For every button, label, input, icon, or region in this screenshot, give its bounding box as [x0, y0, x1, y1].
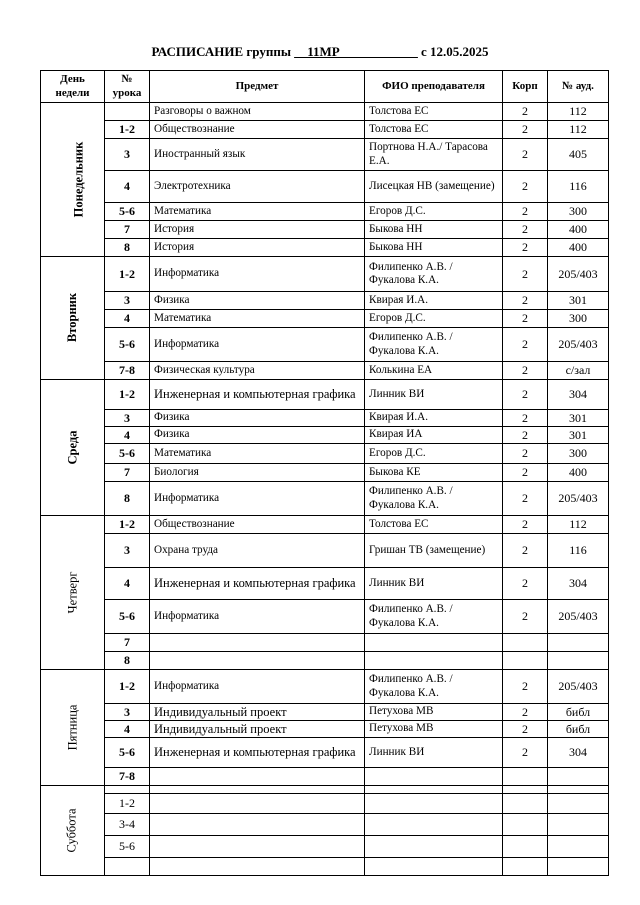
day-cell — [41, 103, 105, 257]
subject-cell: Информатика — [150, 482, 365, 516]
building-cell — [503, 836, 548, 858]
building-cell: 2 — [503, 738, 548, 768]
schedule-title — [0, 44, 640, 60]
table-row — [41, 362, 609, 380]
building-cell: 2 — [503, 427, 548, 444]
day-name: Четверг — [64, 571, 79, 614]
subject-cell: Инженерная и компьютерная графика — [150, 568, 365, 600]
subject-cell: Физика — [150, 427, 365, 444]
building-cell: 2 — [503, 410, 548, 427]
room-cell — [548, 794, 609, 814]
room-cell: 112 — [548, 103, 609, 121]
lesson-number: 1-2 — [105, 516, 150, 534]
room-cell: 205/403 — [548, 600, 609, 634]
room-cell — [548, 634, 609, 652]
teacher-cell — [365, 768, 503, 786]
table-row — [41, 836, 609, 858]
lesson-number: 4 — [105, 310, 150, 328]
subject-cell — [150, 858, 365, 876]
teacher-cell: Егоров Д.С. — [365, 444, 503, 464]
building-cell: 2 — [503, 362, 548, 380]
room-cell: 304 — [548, 568, 609, 600]
room-cell: библ — [548, 721, 609, 738]
teacher-cell — [365, 794, 503, 814]
teacher-cell: Филипенко А.В. / Фукалова К.А. — [365, 482, 503, 516]
building-cell: 2 — [503, 482, 548, 516]
subject-cell: Инженерная и компьютерная графика — [150, 380, 365, 410]
building-cell: 2 — [503, 239, 548, 257]
room-cell: 205/403 — [548, 328, 609, 362]
teacher-cell: Лисецкая НВ (замещение) — [365, 171, 503, 203]
title-group: __11МР____________ — [294, 44, 418, 59]
subject-cell: Математика — [150, 310, 365, 328]
room-cell: 400 — [548, 221, 609, 239]
table-row — [41, 444, 609, 464]
room-cell: 301 — [548, 410, 609, 427]
header-subject: Предмет — [150, 71, 365, 103]
lesson-number: 8 — [105, 239, 150, 257]
teacher-cell: Егоров Д.С. — [365, 203, 503, 221]
day-cell — [41, 786, 105, 876]
lesson-number — [105, 103, 150, 121]
subject-cell: Информатика — [150, 600, 365, 634]
room-cell: 112 — [548, 121, 609, 139]
day-name: Суббота — [65, 808, 79, 853]
table-row — [41, 482, 609, 516]
room-cell: 205/403 — [548, 257, 609, 292]
day-name: Понедельник — [71, 141, 86, 218]
table-row — [41, 292, 609, 310]
lesson-number: 7 — [105, 464, 150, 482]
teacher-cell: Линник ВИ — [365, 380, 503, 410]
teacher-cell — [365, 634, 503, 652]
title-date: с 12.05.2025 — [420, 44, 489, 59]
teacher-cell: Квирая ИА — [365, 427, 503, 444]
subject-cell: Индивидуальный проект — [150, 721, 365, 738]
teacher-cell — [365, 814, 503, 836]
table-row — [41, 721, 609, 738]
subject-cell — [150, 794, 365, 814]
table-row — [41, 600, 609, 634]
table-row — [41, 427, 609, 444]
lesson-number: 8 — [105, 652, 150, 670]
lesson-number: 1-2 — [105, 670, 150, 704]
building-cell: 2 — [503, 103, 548, 121]
lesson-number: 3 — [105, 139, 150, 171]
teacher-cell: Линник ВИ — [365, 568, 503, 600]
room-cell: 300 — [548, 444, 609, 464]
teacher-cell: Филипенко А.В. / Фукалова К.А. — [365, 328, 503, 362]
table-row — [41, 670, 609, 704]
teacher-cell: Линник ВИ — [365, 738, 503, 768]
table-row — [41, 652, 609, 670]
building-cell: 2 — [503, 464, 548, 482]
room-cell: 304 — [548, 380, 609, 410]
building-cell: 2 — [503, 534, 548, 568]
lesson-number: 5-6 — [105, 836, 150, 858]
teacher-cell: Толстова ЕС — [365, 516, 503, 534]
lesson-number — [105, 858, 150, 876]
table-row — [41, 814, 609, 836]
lesson-number: 3 — [105, 534, 150, 568]
lesson-number: 4 — [105, 568, 150, 600]
building-cell: 2 — [503, 121, 548, 139]
room-cell: 300 — [548, 310, 609, 328]
table-row — [41, 738, 609, 768]
header-teacher: ФИО преподавателя — [365, 71, 503, 103]
lesson-number: 3 — [105, 292, 150, 310]
building-cell: 2 — [503, 328, 548, 362]
building-cell: 2 — [503, 139, 548, 171]
room-cell: 304 — [548, 738, 609, 768]
room-cell: 300 — [548, 203, 609, 221]
teacher-cell: Гришан ТВ (замещение) — [365, 534, 503, 568]
header-row — [41, 71, 609, 103]
room-cell — [548, 786, 609, 794]
subject-cell: Инженерная и компьютерная графика — [150, 738, 365, 768]
day-name: Вторник — [65, 293, 79, 343]
lesson-number: 7 — [105, 634, 150, 652]
building-cell — [503, 768, 548, 786]
building-cell: 2 — [503, 444, 548, 464]
teacher-cell: Квирая И.А. — [365, 410, 503, 427]
table-row — [41, 221, 609, 239]
lesson-number: 3-4 — [105, 814, 150, 836]
building-cell — [503, 858, 548, 876]
teacher-cell: Колькина ЕА — [365, 362, 503, 380]
lesson-number: 7 — [105, 221, 150, 239]
table-row — [41, 568, 609, 600]
day-cell — [41, 670, 105, 786]
room-cell — [548, 652, 609, 670]
room-cell: 400 — [548, 464, 609, 482]
subject-cell: Информатика — [150, 328, 365, 362]
lesson-number: 1-2 — [105, 794, 150, 814]
header-room: № ауд. — [548, 71, 609, 103]
lesson-number: 1-2 — [105, 121, 150, 139]
building-cell: 2 — [503, 568, 548, 600]
table-row — [41, 310, 609, 328]
subject-cell: История — [150, 221, 365, 239]
table-row — [41, 534, 609, 568]
teacher-cell — [365, 652, 503, 670]
day-cell — [41, 516, 105, 670]
lesson-number: 7-8 — [105, 362, 150, 380]
teacher-cell — [365, 836, 503, 858]
subject-cell — [150, 652, 365, 670]
room-cell: 301 — [548, 292, 609, 310]
subject-cell: История — [150, 239, 365, 257]
room-cell: 205/403 — [548, 482, 609, 516]
lesson-number: 4 — [105, 427, 150, 444]
table-row — [41, 768, 609, 786]
room-cell: 116 — [548, 534, 609, 568]
teacher-cell: Быкова КЕ — [365, 464, 503, 482]
teacher-cell: Быкова НН — [365, 221, 503, 239]
subject-cell: Обществознание — [150, 516, 365, 534]
building-cell: 2 — [503, 670, 548, 704]
subject-cell: Физика — [150, 410, 365, 427]
table-row — [41, 328, 609, 362]
building-cell — [503, 814, 548, 836]
table-row — [41, 239, 609, 257]
teacher-cell: Петухова МВ — [365, 704, 503, 721]
room-cell — [548, 814, 609, 836]
building-cell — [503, 794, 548, 814]
subject-cell: Индивидуальный проект — [150, 704, 365, 721]
room-cell: 112 — [548, 516, 609, 534]
day-name: Пятница — [64, 704, 79, 751]
schedule-table — [40, 70, 609, 876]
subject-cell: Информатика — [150, 257, 365, 292]
teacher-cell: Толстова ЕС — [365, 103, 503, 121]
teacher-cell — [365, 858, 503, 876]
teacher-cell: Филипенко А.В. / Фукалова К.А. — [365, 600, 503, 634]
room-cell: 301 — [548, 427, 609, 444]
room-cell — [548, 768, 609, 786]
teacher-cell: Быкова НН — [365, 239, 503, 257]
teacher-cell: Петухова МВ — [365, 721, 503, 738]
lesson-number — [105, 786, 150, 794]
teacher-cell: Филипенко А.В. / Фукалова К.А. — [365, 257, 503, 292]
subject-cell: Математика — [150, 444, 365, 464]
building-cell: 2 — [503, 257, 548, 292]
building-cell: 2 — [503, 600, 548, 634]
room-cell: 116 — [548, 171, 609, 203]
building-cell — [503, 786, 548, 794]
room-cell: 205/403 — [548, 670, 609, 704]
lesson-number: 5-6 — [105, 203, 150, 221]
room-cell: 400 — [548, 239, 609, 257]
subject-cell: Электротехника — [150, 171, 365, 203]
lesson-number: 1-2 — [105, 257, 150, 292]
schedule-body — [41, 103, 609, 876]
table-row — [41, 516, 609, 534]
day-cell — [41, 380, 105, 516]
lesson-number: 4 — [105, 171, 150, 203]
table-row — [41, 257, 609, 292]
subject-cell — [150, 836, 365, 858]
subject-cell: Охрана труда — [150, 534, 365, 568]
building-cell: 2 — [503, 380, 548, 410]
lesson-number: 3 — [105, 704, 150, 721]
day-cell — [41, 257, 105, 380]
subject-cell — [150, 786, 365, 794]
lesson-number: 7-8 — [105, 768, 150, 786]
subject-cell: Физическая культура — [150, 362, 365, 380]
building-cell — [503, 652, 548, 670]
table-row — [41, 203, 609, 221]
teacher-cell: Филипенко А.В. / Фукалова К.А. — [365, 670, 503, 704]
teacher-cell: Квирая И.А. — [365, 292, 503, 310]
teacher-cell — [365, 786, 503, 794]
table-row — [41, 380, 609, 410]
lesson-number: 5-6 — [105, 328, 150, 362]
teacher-cell: Портнова Н.А./ Тарасова Е.А. — [365, 139, 503, 171]
subject-cell: Математика — [150, 203, 365, 221]
header-building: Корп — [503, 71, 548, 103]
building-cell: 2 — [503, 203, 548, 221]
room-cell — [548, 858, 609, 876]
table-row — [41, 410, 609, 427]
subject-cell — [150, 814, 365, 836]
room-cell: 405 — [548, 139, 609, 171]
building-cell: 2 — [503, 721, 548, 738]
subject-cell — [150, 768, 365, 786]
teacher-cell: Егоров Д.С. — [365, 310, 503, 328]
table-row — [41, 786, 609, 794]
table-row — [41, 171, 609, 203]
table-row — [41, 103, 609, 121]
table-row — [41, 704, 609, 721]
lesson-number: 5-6 — [105, 600, 150, 634]
header-lesson: № урока — [105, 71, 150, 103]
teacher-cell: Толстова ЕС — [365, 121, 503, 139]
lesson-number: 5-6 — [105, 738, 150, 768]
subject-cell: Информатика — [150, 670, 365, 704]
subject-cell: Биология — [150, 464, 365, 482]
building-cell: 2 — [503, 292, 548, 310]
building-cell — [503, 634, 548, 652]
lesson-number: 3 — [105, 410, 150, 427]
room-cell: библ — [548, 704, 609, 721]
subject-cell — [150, 634, 365, 652]
table-row — [41, 858, 609, 876]
subject-cell: Разговоры о важном — [150, 103, 365, 121]
building-cell: 2 — [503, 516, 548, 534]
table-row — [41, 121, 609, 139]
lesson-number: 8 — [105, 482, 150, 516]
building-cell: 2 — [503, 310, 548, 328]
subject-cell: Обществознание — [150, 121, 365, 139]
lesson-number: 1-2 — [105, 380, 150, 410]
lesson-number: 4 — [105, 721, 150, 738]
room-cell: с/зал — [548, 362, 609, 380]
day-name: Среда — [65, 430, 79, 465]
table-row — [41, 634, 609, 652]
room-cell — [548, 836, 609, 858]
subject-cell: Иностранный язык — [150, 139, 365, 171]
header-day: День недели — [41, 71, 105, 103]
lesson-number: 5-6 — [105, 444, 150, 464]
building-cell: 2 — [503, 171, 548, 203]
table-row — [41, 794, 609, 814]
table-row — [41, 139, 609, 171]
building-cell: 2 — [503, 221, 548, 239]
subject-cell: Физика — [150, 292, 365, 310]
title-prefix: РАСПИСАНИЕ группы — [151, 44, 291, 59]
building-cell: 2 — [503, 704, 548, 721]
table-row — [41, 464, 609, 482]
